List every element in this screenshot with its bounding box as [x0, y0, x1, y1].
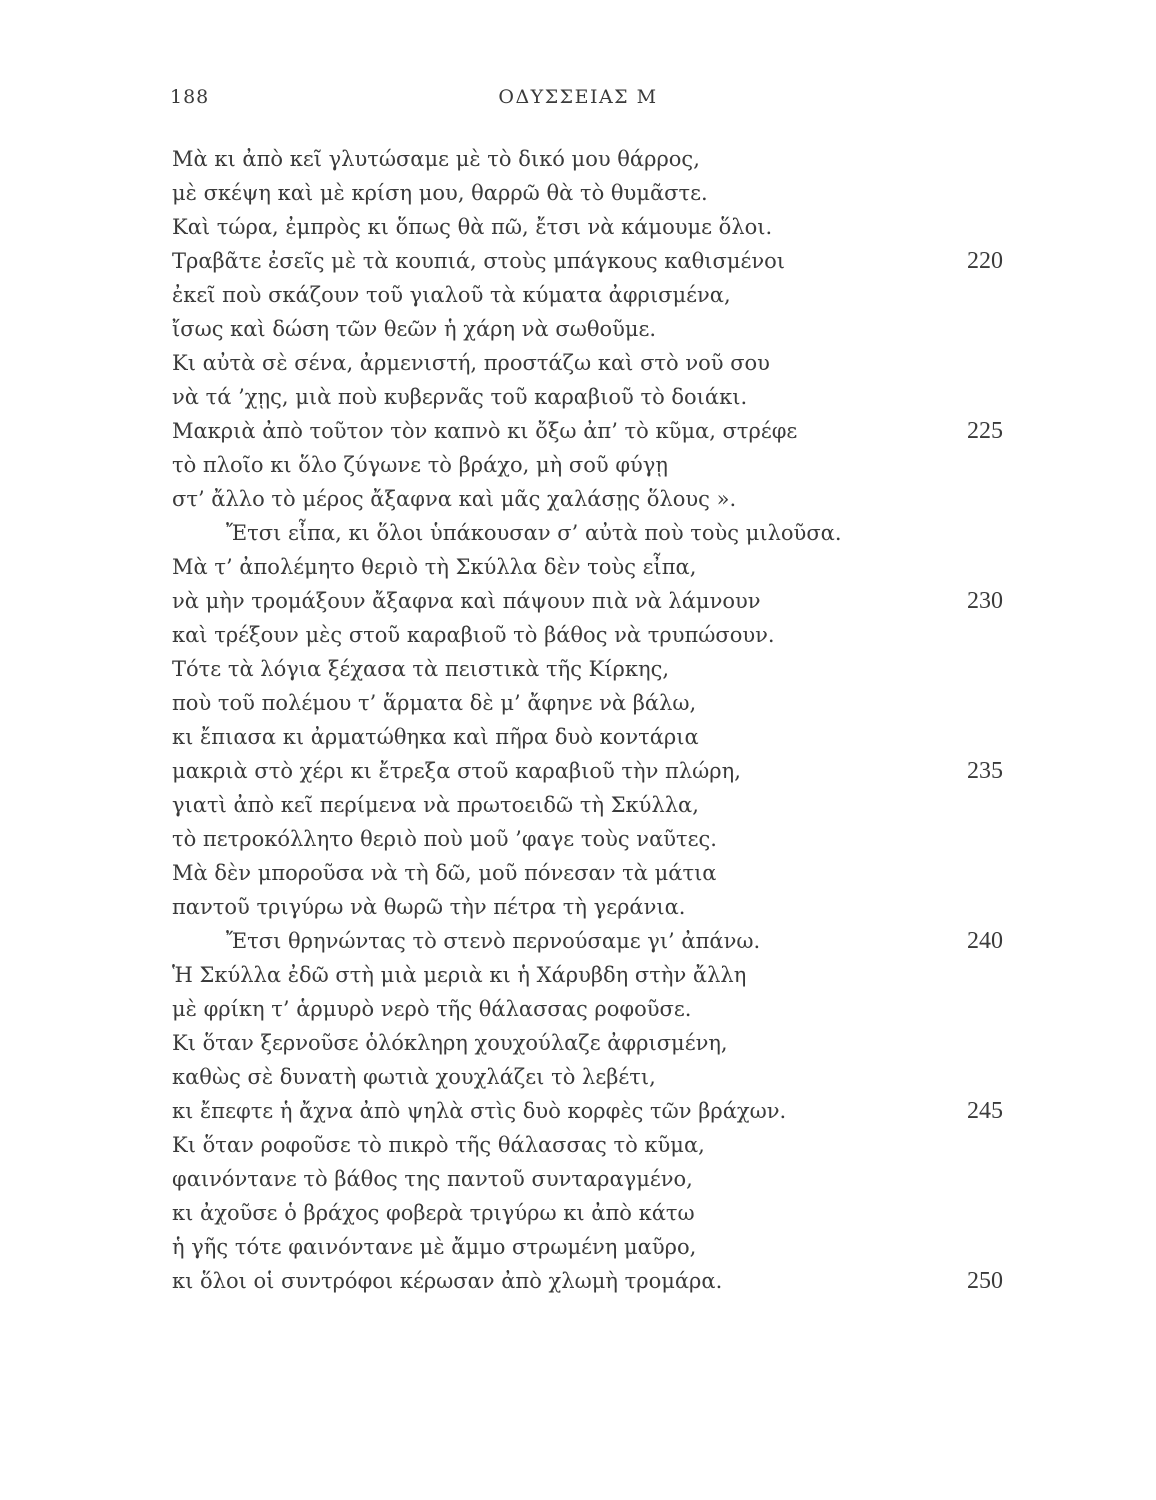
verse-text: Καὶ τώρα, ἐμπρὸς κι ὅπως θὰ πῶ, ἔτσι νὰ κάμουμε ὅλοι. [172, 215, 773, 239]
line-number: 225 [967, 418, 1003, 444]
verse-text: Κι αὐτὰ σὲ σένα, ἀρμενιστή, προστάζω καὶ στὸ νοῦ σου [172, 351, 770, 375]
verse-line [0, 1094, 1156, 1128]
verse-line [0, 278, 1156, 312]
running-title: ΟΔΥΣΣΕΙΑΣ Μ [498, 86, 658, 108]
line-number: 220 [967, 248, 1003, 274]
page-number: 188 [170, 86, 210, 108]
verse-text: φαινόντανε τὸ βάθος της παντοῦ συνταραγμένο, [172, 1167, 693, 1191]
verse-text: καὶ τρέξουν μὲς στοῦ καραβιοῦ τὸ βάθος νὰ τρυπώσουν. [172, 623, 775, 647]
verse-line [0, 686, 1156, 720]
line-number: 245 [967, 1098, 1003, 1124]
verse-text: κι ἀχοῦσε ὁ βράχος φοβερὰ τριγύρω κι ἀπὸ κάτω [172, 1201, 695, 1225]
verse-text: Τραβᾶτε ἐσεῖς μὲ τὰ κουπιά, στοὺς μπάγκους καθισμένοι [172, 249, 785, 273]
verse-line [0, 924, 1156, 958]
verse-text: κι ὅλοι οἱ συντρόφοι κέρωσαν ἀπὸ χλωμὴ τρομάρα. [172, 1269, 723, 1293]
verse-text: Κι ὅταν ροφοῦσε τὸ πικρὸ τῆς θάλασσας τὸ κῦμα, [172, 1133, 705, 1157]
verse-text: Ἡ Σκύλλα ἐδῶ στὴ μιὰ μεριὰ κι ἡ Χάρυβδη στὴν ἄλλη [172, 963, 747, 987]
verse-line [0, 856, 1156, 890]
verse-line [0, 448, 1156, 482]
verse-text: Ἔτσι θρηνώντας τὸ στενὸ περνούσαμε γι’ ἀπάνω. [226, 929, 761, 953]
verse-text: ἐκεῖ ποὺ σκάζουν τοῦ γιαλοῦ τὰ κύματα ἀφρισμένα, [172, 283, 731, 307]
verse-text: κι ἔπιασα κι ἀρματώθηκα καὶ πῆρα δυὸ κοντάρια [172, 725, 699, 749]
verse-line [0, 958, 1156, 992]
verse-line [0, 176, 1156, 210]
verse-text: Κι ὅταν ξερνοῦσε ὁλόκληρη χουχούλαζε ἀφρισμένη, [172, 1031, 728, 1055]
verse-line [0, 244, 1156, 278]
verse-line [0, 1162, 1156, 1196]
verse-line [0, 618, 1156, 652]
verse-text: στ’ ἄλλο τὸ μέρος ἄξαφνα καὶ μᾶς χαλάσῃς ὅλους ». [172, 487, 737, 511]
verse-text: Μὰ τ’ ἀπολέμητο θεριὸ τὴ Σκύλλα δὲν τοὺς εἶπα, [172, 555, 697, 579]
line-number: 250 [967, 1268, 1003, 1294]
verse-line [0, 890, 1156, 924]
verse-line [0, 652, 1156, 686]
verse-text: Μὰ κι ἀπὸ κεῖ γλυτώσαμε μὲ τὸ δικό μου θάρρος, [172, 147, 700, 171]
line-number: 235 [967, 758, 1003, 784]
verse-line [0, 346, 1156, 380]
verse-line [0, 312, 1156, 346]
verse-text: μὲ σκέψη καὶ μὲ κρίση μου, θαρρῶ θὰ τὸ θυμᾶστε. [172, 181, 708, 205]
verse-text: μὲ φρίκη τ’ ἁρμυρὸ νερὸ τῆς θάλασσας ροφοῦσε. [172, 997, 692, 1021]
verse-line [0, 1196, 1156, 1230]
verse-text: Τότε τὰ λόγια ξέχασα τὰ πειστικὰ τῆς Κίρκης, [172, 657, 670, 681]
verse-text: νὰ τά ’χῃς, μιὰ ποὺ κυβερνᾶς τοῦ καραβιοῦ τὸ δοιάκι. [172, 385, 748, 409]
page-header [0, 86, 1156, 116]
verse-text: Μὰ δὲν μποροῦσα νὰ τὴ δῶ, μοῦ πόνεσαν τὰ μάτια [172, 861, 717, 885]
verse-line [0, 584, 1156, 618]
verse-line [0, 142, 1156, 176]
verse-line [0, 482, 1156, 516]
line-number: 240 [967, 928, 1003, 954]
verse-line [0, 788, 1156, 822]
verse-line [0, 720, 1156, 754]
verse-text: μακριὰ στὸ χέρι κι ἔτρεξα στοῦ καραβιοῦ τὴν πλώρη, [172, 759, 741, 783]
verse-line [0, 516, 1156, 550]
verse-text: Ἔτσι εἶπα, κι ὅλοι ὑπάκουσαν σ’ αὐτὰ ποὺ τοὺς μιλοῦσα. [226, 521, 842, 545]
verse-text: κι ἔπεφτε ἡ ἄχνα ἀπὸ ψηλὰ στὶς δυὸ κορφὲς τῶν βράχων. [172, 1099, 787, 1123]
verse-line [0, 210, 1156, 244]
poem-text [0, 142, 1156, 1298]
verse-text: νὰ μὴν τρομάξουν ἄξαφνα καὶ πάψουν πιὰ νὰ λάμνουν [172, 589, 761, 613]
verse-line [0, 1230, 1156, 1264]
verse-text: ἴσως καὶ δώση τῶν θεῶν ἡ χάρη νὰ σωθοῦμε. [172, 317, 657, 341]
verse-line [0, 1060, 1156, 1094]
verse-line [0, 822, 1156, 856]
verse-text: ποὺ τοῦ πολέμου τ’ ἅρματα δὲ μ’ ἄφηνε νὰ βάλω, [172, 691, 697, 715]
verse-line [0, 380, 1156, 414]
verse-text: ἡ γῆς τότε φαινόντανε μὲ ἄμμο στρωμένη μαῦρο, [172, 1235, 697, 1259]
line-number: 230 [967, 588, 1003, 614]
verse-line [0, 1026, 1156, 1060]
verse-line [0, 550, 1156, 584]
verse-line [0, 414, 1156, 448]
verse-text: γιατὶ ἀπὸ κεῖ περίμενα νὰ πρωτοειδῶ τὴ Σκύλλα, [172, 793, 699, 817]
verse-text: τὸ πετροκόλλητο θεριὸ ποὺ μοῦ ’φαγε τοὺς ναῦτες. [172, 827, 717, 851]
verse-text: τὸ πλοῖο κι ὅλο ζύγωνε τὸ βράχο, μὴ σοῦ φύγῃ [172, 453, 668, 477]
verse-line [0, 1128, 1156, 1162]
verse-text: Μακριὰ ἀπὸ τοῦτον τὸν καπνὸ κι ὄξω ἀπ’ τὸ κῦμα, στρέφε [172, 419, 798, 443]
verse-line [0, 754, 1156, 788]
verse-line [0, 1264, 1156, 1298]
verse-text: παντοῦ τριγύρω νὰ θωρῶ τὴν πέτρα τὴ γεράνια. [172, 895, 686, 919]
verse-text: καθὼς σὲ δυνατὴ φωτιὰ χουχλάζει τὸ λεβέτι, [172, 1065, 656, 1089]
verse-line [0, 992, 1156, 1026]
